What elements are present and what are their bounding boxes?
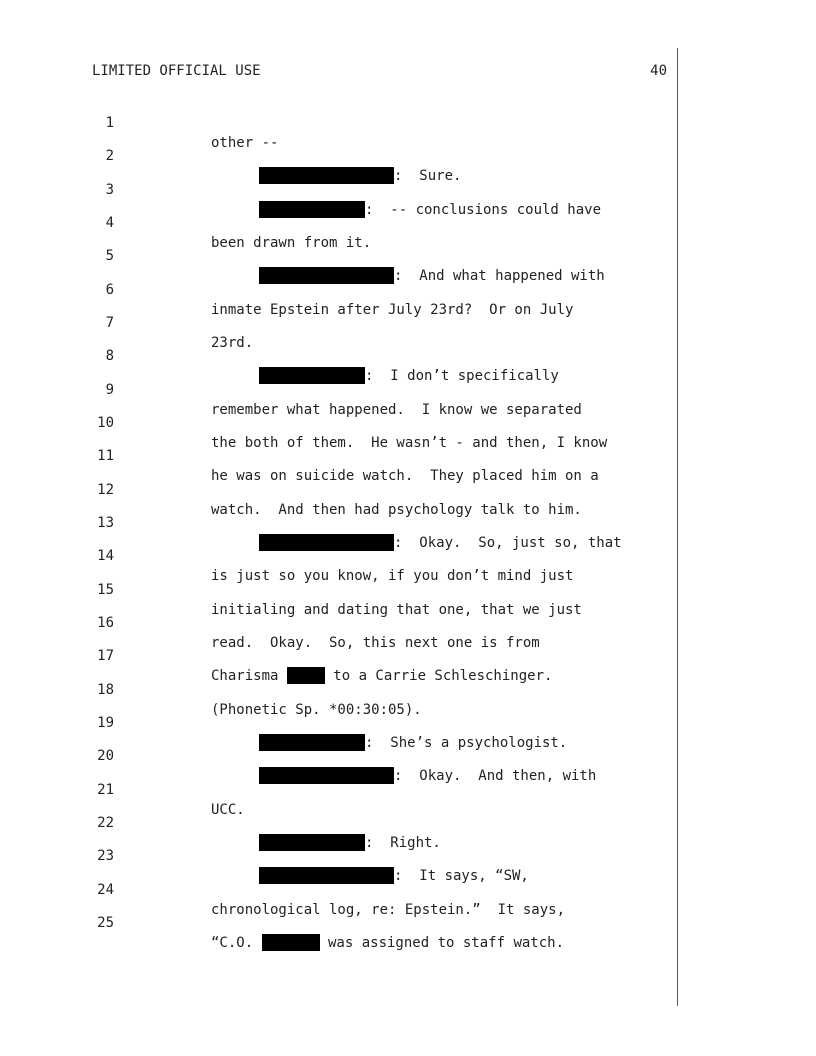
redaction-box — [262, 934, 320, 951]
line-text: watch. And then had psychology talk to him. — [211, 502, 582, 518]
transcript-line — [0, 526, 680, 584]
transcript-line — [0, 560, 680, 618]
transcript-line — [0, 260, 680, 318]
line-text: the both of them. He wasn’t - and then, I know — [211, 435, 608, 451]
transcript-line — [0, 460, 680, 518]
transcript-line — [0, 893, 680, 951]
line-text: inmate Epstein after July 23rd? Or on July — [211, 302, 574, 318]
line-text: : It says, “SW, — [394, 868, 529, 884]
line-number: 7 — [105, 315, 114, 331]
line-number: 8 — [105, 348, 114, 364]
line-text: : She’s a psychologist. — [365, 735, 568, 751]
line-number: 3 — [105, 182, 114, 198]
line-text: Charisma — [211, 668, 287, 684]
line-text: read. Okay. So, this next one is from — [211, 635, 540, 651]
transcript-line — [0, 360, 680, 418]
line-text: : I don’t specifically — [365, 368, 559, 384]
line-number: 11 — [97, 448, 114, 464]
transcript-line — [0, 793, 680, 851]
line-text: : -- conclusions could have — [365, 202, 602, 218]
line-number: 1 — [105, 115, 114, 131]
transcript-line — [0, 693, 680, 751]
line-text: initialing and dating that one, that we just — [211, 602, 582, 618]
line-text: chronological log, re: Epstein.” It says, — [211, 902, 566, 918]
transcript-line — [0, 326, 680, 384]
line-text: been drawn from it. — [211, 235, 372, 251]
transcript-line — [0, 193, 680, 251]
page-number: 40 — [650, 63, 667, 79]
line-text: : Okay. And then, with — [394, 768, 597, 784]
line-number: 22 — [97, 815, 114, 831]
line-number: 24 — [97, 882, 114, 898]
line-number: 18 — [97, 682, 114, 698]
line-text: : Sure. — [394, 168, 462, 184]
transcript-line — [0, 293, 680, 351]
line-number: 16 — [97, 615, 114, 631]
transcript-line — [0, 226, 680, 284]
transcript-line — [0, 593, 680, 651]
line-number: 6 — [105, 282, 114, 298]
transcript-line — [0, 626, 680, 684]
line-number: 4 — [105, 215, 114, 231]
line-number: 23 — [97, 848, 114, 864]
transcript-line — [0, 126, 680, 184]
line-text: is just so you know, if you don’t mind just — [211, 568, 574, 584]
line-number: 21 — [97, 782, 114, 798]
transcript-line — [0, 426, 680, 484]
line-number: 5 — [105, 248, 114, 264]
line-text: 23rd. — [211, 335, 254, 351]
line-number: 19 — [97, 715, 114, 731]
transcript-line — [0, 93, 680, 151]
line-text: : And what happened with — [394, 268, 605, 284]
transcript-line — [0, 660, 680, 718]
transcript-line — [0, 826, 680, 884]
transcript-line — [0, 393, 680, 451]
line-number: 17 — [97, 648, 114, 664]
line-number: 13 — [97, 515, 114, 531]
line-text: : Right. — [365, 835, 441, 851]
line-number: 9 — [105, 382, 114, 398]
line-text: he was on suicide watch. They placed him on a — [211, 468, 599, 484]
line-text: was assigned to staff watch. — [319, 935, 565, 951]
line-number: 10 — [97, 415, 114, 431]
line-text: “C.O. — [211, 935, 262, 951]
line-number: 25 — [97, 915, 114, 931]
line-text: : Okay. So, just so, that — [394, 535, 622, 551]
classification-marking: LIMITED OFFICIAL USE — [92, 63, 261, 79]
line-number: 2 — [105, 148, 114, 164]
line-number: 12 — [97, 482, 114, 498]
line-text-group — [211, 933, 564, 953]
line-text: UCC. — [211, 802, 245, 818]
transcript-line — [0, 493, 680, 551]
transcript-line — [0, 860, 680, 918]
line-text: remember what happened. I know we separated — [211, 402, 582, 418]
line-number: 14 — [97, 548, 114, 564]
line-number: 15 — [97, 582, 114, 598]
line-text: to a Carrie Schleschinger. — [324, 668, 553, 684]
line-text: other -- — [211, 135, 279, 151]
transcript-line — [0, 726, 680, 784]
transcript-line — [0, 160, 680, 218]
line-number: 20 — [97, 748, 114, 764]
line-text: (Phonetic Sp. *00:30:05). — [211, 702, 422, 718]
transcript-line — [0, 760, 680, 818]
page-header — [92, 62, 667, 80]
